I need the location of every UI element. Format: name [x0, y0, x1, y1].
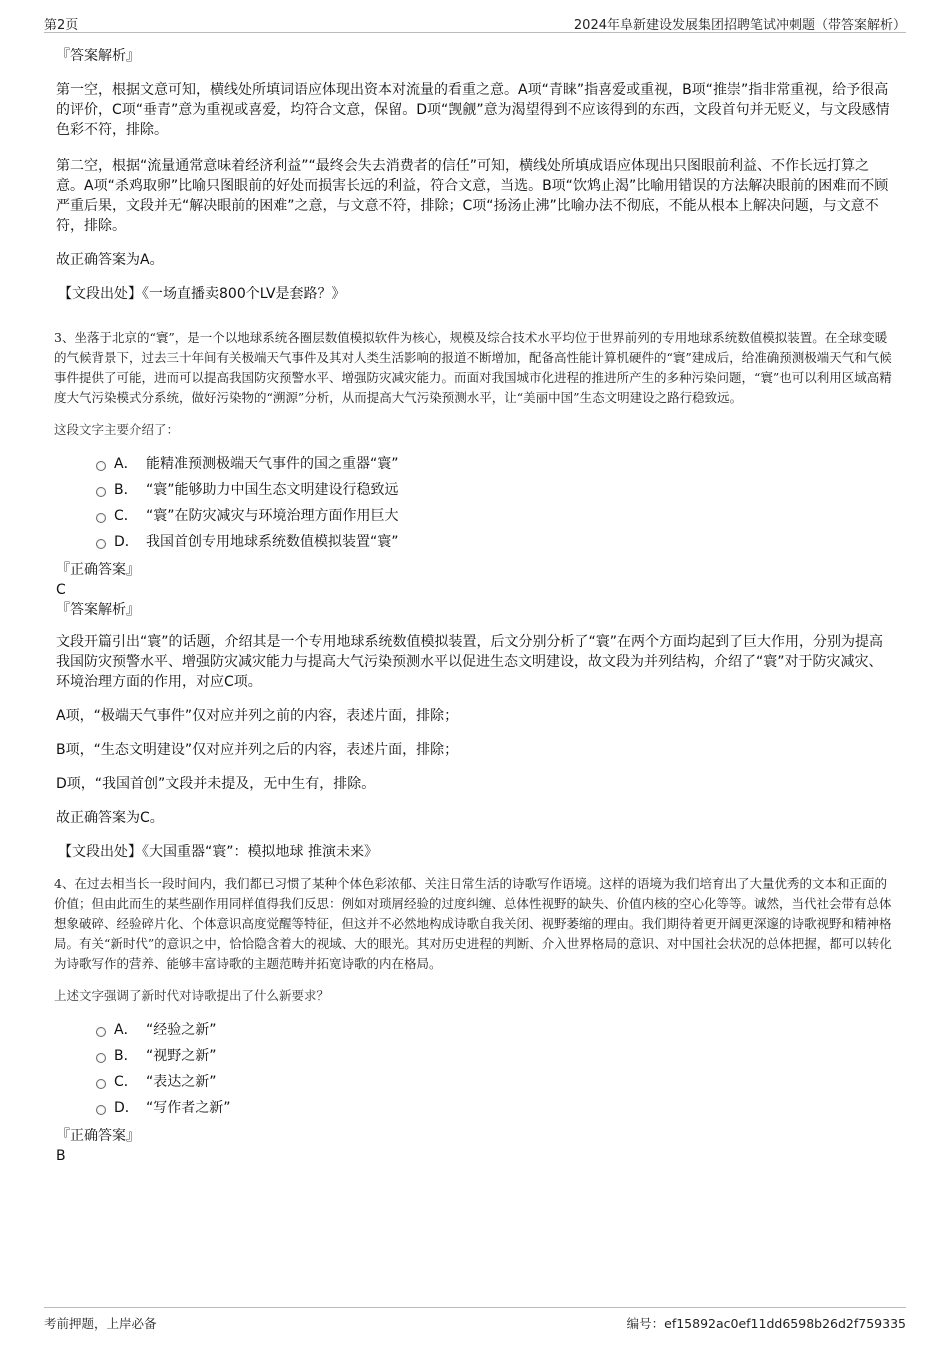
analysis-label: 『答案解析』	[56, 602, 140, 618]
option-label: “经验之新”	[146, 1022, 217, 1038]
question-4-options	[96, 1016, 894, 1120]
option-d[interactable]: D． 我国首创专用地球系统数值模拟装置“寰”	[96, 528, 894, 554]
analysis-paragraph: D项，“我国首创”文段并未提及，无中生有，排除。	[56, 776, 376, 792]
radio-icon[interactable]	[96, 461, 106, 471]
option-c[interactable]: C． “表达之新”	[96, 1068, 894, 1094]
radio-icon[interactable]	[96, 513, 106, 523]
question-4-prompt: 上述文字强调了新时代对诗歌提出了什么新要求？	[54, 988, 330, 1003]
option-a[interactable]: A． “经验之新”	[96, 1016, 894, 1042]
question-4-text: 4、在过去相当长一段时间内，我们都已习惯了某种个体色彩浓郁、关注日常生活的诗歌写作语境。这样的语境为我们培育出了大量优秀的文本和正面的价值；但由此而生的某些副作用同样值得我们反思：例如对琐屑经验的过度纠缠、总体性视野的缺失、价值内核的空心化等等。诚然，当代社会带有总体想象破碎、经验碎片化、个体意识高度觉醒等特征，但这并不必然地构成诗歌自我关闭、视野萎缩的理由。我们期待着更开阔更深邃的诗歌视野和精神格局。有关“新时代”的意识之中，恰恰隐含着大的视域、大的眼光。其对历史进程的判断、介入世界格局的意识、对中国社会状况的总体把握，都可以转化为诗歌写作的营养、能够丰富诗歌的主题范畴并拓宽诗歌的内在格局。	[54, 876, 892, 971]
option-d[interactable]: D． “写作者之新”	[96, 1094, 894, 1120]
option-label: “视野之新”	[146, 1048, 217, 1064]
analysis-label: 『答案解析』	[56, 48, 140, 64]
radio-icon[interactable]	[96, 539, 106, 549]
conclusion-text: 故正确答案为A。	[56, 252, 164, 268]
question-3-text: 3、坐落于北京的“寰”，是一个以地球系统各圈层数值模拟软件为核心，规模及综合技术水平均位于世界前列的专用地球系统数值模拟装置。在全球变暖的气候背景下，过去三十年间有关极端天气事件及其对人类生活影响的报道不断增加，配备高性能计算机硬件的“寰”建成后，给准确预测极端天气和气候事件提供了可能，进而可以提高我国防灾预警水平、增强防灾减灾能力。而面对我国城市化进程的推进所产生的多种污染问题，“寰”也可以利用区域高精度大气污染模式分系统，做好污染物的“溯源”分析，从而提高大气污染预测水平，让“美丽中国”生态文明建设之路行稳致远。	[54, 330, 892, 405]
option-b[interactable]: B． “视野之新”	[96, 1042, 894, 1068]
correct-answer-label: 『正确答案』	[56, 562, 140, 578]
page-number: 第2页	[44, 18, 79, 33]
question-3-options	[96, 450, 894, 554]
document-id: 编号：ef15892ac0ef11dd6598b26d2f759335	[626, 1316, 906, 1331]
option-label: “表达之新”	[146, 1074, 217, 1090]
correct-answer: C	[56, 582, 66, 598]
option-b[interactable]: B． “寰”能够助力中国生态文明建设行稳致远	[96, 476, 894, 502]
radio-icon[interactable]	[96, 1105, 106, 1115]
analysis-paragraph: A项，“极端天气事件”仅对应并列之前的内容，表述片面，排除；	[56, 708, 459, 724]
option-a[interactable]: A． 能精准预测极端天气事件的国之重器“寰”	[96, 450, 894, 476]
analysis-paragraph: B项，“生态文明建设”仅对应并列之后的内容，表述片面，排除；	[56, 742, 459, 758]
conclusion-text: 故正确答案为C。	[56, 810, 164, 826]
analysis-paragraph: 第二空，根据“流量通常意味着经济利益”“最终会失去消费者的信任”可知，横线处所填成语应体现出只图眼前利益、不作长远打算之意。A项“杀鸡取卵”比喻只图眼前的好处而损害长远的利益，符合文意，当选。B项“饮鸩止渴”比喻用错误的方法解决眼前的困难而不顾严重后果，文段并无“解决眼前的困难”之意，与文意不符，排除；C项“扬汤止沸”比喻办法不彻底，不能从根本上解决问题，与文意不符，排除。	[56, 158, 889, 234]
option-label: “寰”在防灾减灾与环境治理方面作用巨大	[146, 508, 399, 524]
question-3-prompt: 这段文字主要介绍了：	[54, 422, 180, 437]
radio-icon[interactable]	[96, 1027, 106, 1037]
analysis-paragraph: 第一空，根据文意可知，横线处所填词语应体现出资本对流量的看重之意。A项“青睐”指喜爱或重视，B项“推崇”指非常重视，给予很高的评价，C项“垂青”意为重视或喜爱，均符合文意，保留。D项“觊觎”意为渴望得到不应该得到的东西，文段首句并无贬义，与文段感情色彩不符，排除。	[56, 82, 890, 138]
footer-slogan: 考前押题，上岸必备	[44, 1316, 157, 1331]
option-label: “写作者之新”	[146, 1100, 231, 1116]
correct-answer-label: 『正确答案』	[56, 1128, 140, 1144]
correct-answer: B	[56, 1148, 66, 1164]
option-label: 能精准预测极端天气事件的国之重器“寰”	[146, 456, 399, 472]
page-footer	[44, 1307, 906, 1332]
option-label: “寰”能够助力中国生态文明建设行稳致远	[146, 482, 399, 498]
radio-icon[interactable]	[96, 1053, 106, 1063]
document-body	[56, 44, 894, 1166]
source-citation: 【文段出处】《大国重器“寰”：模拟地球 推演未来》	[58, 844, 378, 860]
option-c[interactable]: C． “寰”在防灾减灾与环境治理方面作用巨大	[96, 502, 894, 528]
page-header	[44, 12, 906, 33]
radio-icon[interactable]	[96, 1079, 106, 1089]
option-label: 我国首创专用地球系统数值模拟装置“寰”	[146, 534, 399, 550]
radio-icon[interactable]	[96, 487, 106, 497]
analysis-paragraph: 文段开篇引出“寰”的话题，介绍其是一个专用地球系统数值模拟装置，后文分别分析了“寰”在两个方面均起到了巨大作用，分别为提高我国防灾预警水平、增强防灾减灾能力与提高大气污染预测水平以促进生态文明建设，故文段为并列结构，介绍了“寰”对于防灾减灾、环境治理方面的作用，对应C项。	[56, 634, 884, 690]
document-title: 2024年阜新建设发展集团招聘笔试冲刺题（带答案解析）	[573, 18, 906, 33]
source-citation: 【文段出处】《一场直播卖800个LV是套路？》	[58, 286, 346, 302]
